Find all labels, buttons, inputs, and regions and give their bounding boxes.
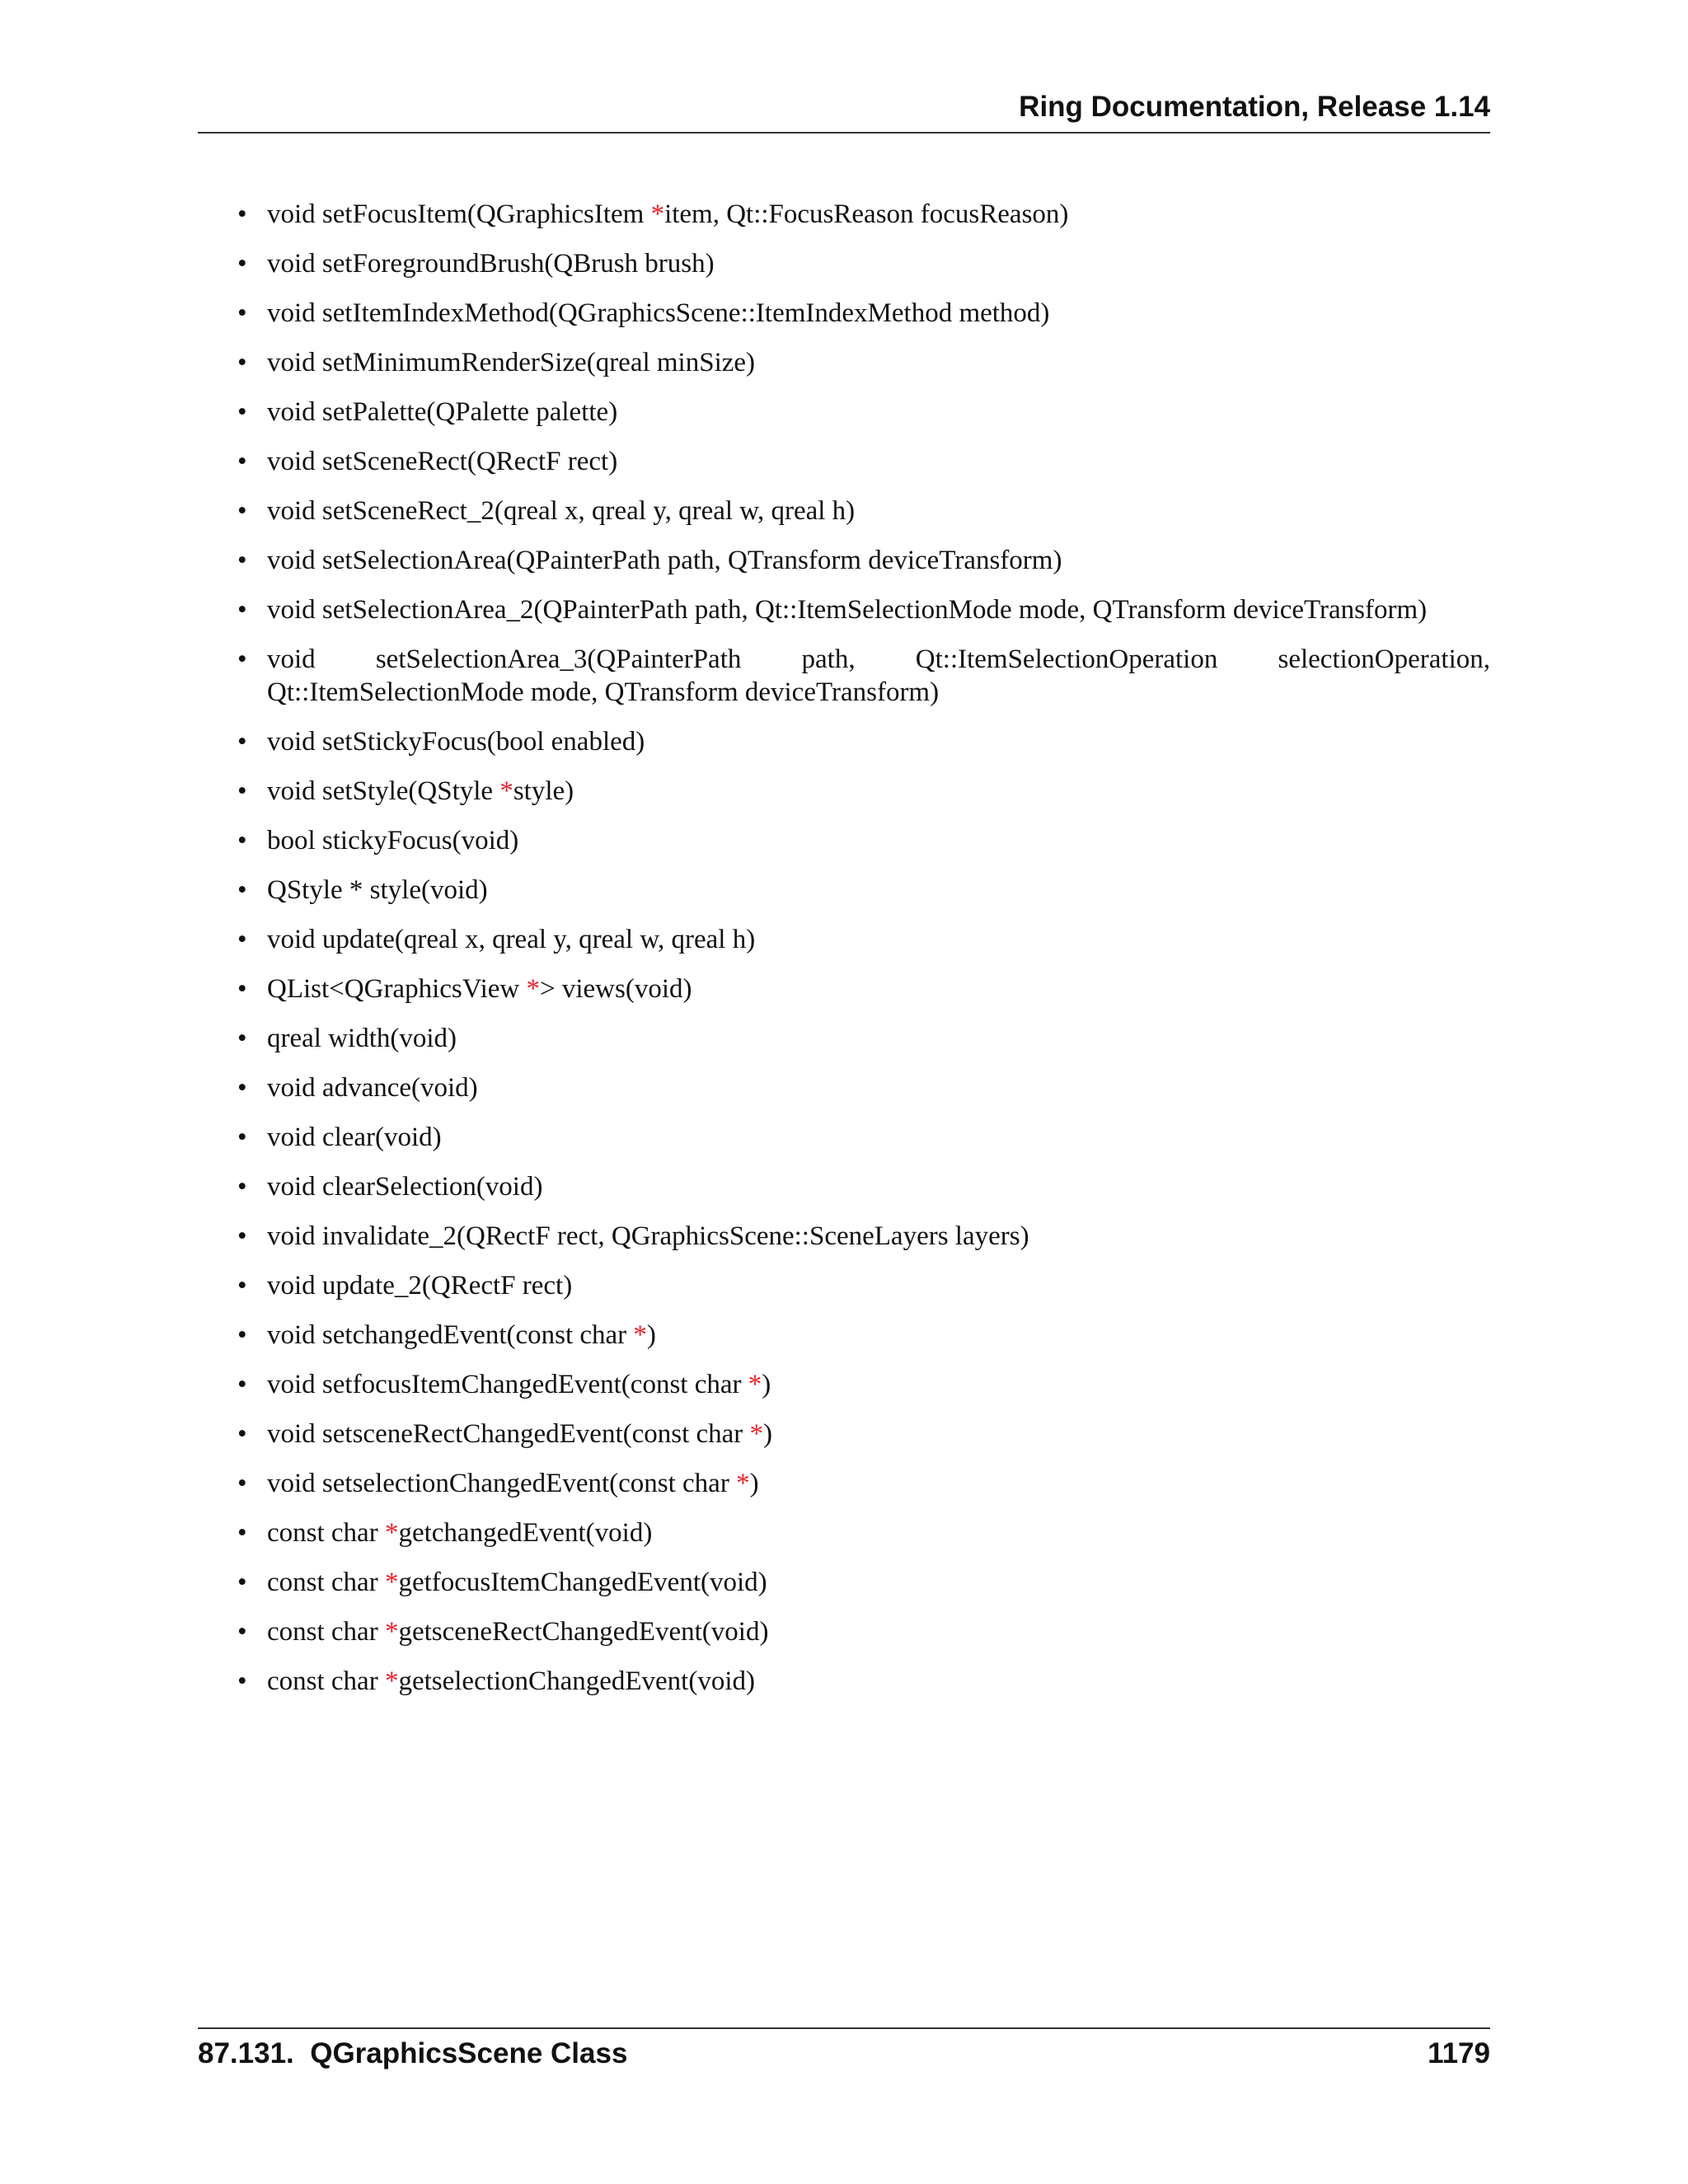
item-text: void setForegroundBrush(QBrush brush)	[267, 249, 715, 279]
pointer-star: *	[384, 1568, 399, 1597]
item-text: getsceneRectChangedEvent(void)	[398, 1617, 769, 1647]
item-text: void advance(void)	[267, 1073, 478, 1103]
list-item	[236, 1220, 1490, 1253]
item-text: void setStickyFocus(bool enabled)	[267, 727, 645, 757]
item-text: void update_2(QRectF rect)	[267, 1271, 573, 1301]
bullet: •	[237, 1172, 247, 1202]
list-item	[236, 1319, 1490, 1352]
bullet: •	[237, 1617, 247, 1647]
bullet: •	[237, 298, 247, 328]
section-title: 87.131. QGraphicsScene Class	[198, 2037, 628, 2069]
item-text: void setSceneRect_2(qreal x, qreal y, qreal w, qreal h)	[267, 496, 856, 526]
item-text: void setsceneRectChangedEvent(const char	[267, 1419, 750, 1449]
list-item	[236, 1418, 1490, 1451]
list-item	[236, 874, 1490, 907]
pointer-star: *	[650, 199, 665, 229]
item-text: void clear(void)	[267, 1122, 442, 1152]
pointer-star: *	[384, 1518, 399, 1548]
pointer-star: *	[748, 1370, 762, 1399]
item-text: void invalidate_2(QRectF rect, QGraphicsScene::SceneLayers layers)	[267, 1221, 1029, 1251]
list-item	[236, 1516, 1490, 1549]
bullet: •	[237, 1568, 247, 1597]
pointer-star: *	[384, 1617, 399, 1647]
item-text: qreal width(void)	[267, 1024, 457, 1053]
list-item	[236, 643, 1490, 709]
bullet: •	[237, 925, 247, 954]
list-item	[236, 1566, 1490, 1599]
pointer-star: *	[499, 776, 513, 806]
page-footer	[198, 2027, 1490, 2069]
item-text: void setStyle(QStyle	[267, 776, 500, 806]
pointer-star: *	[384, 1666, 399, 1696]
list-item	[236, 923, 1490, 956]
list-item	[236, 396, 1490, 429]
bullet: •	[237, 875, 247, 905]
list-item	[236, 1170, 1490, 1203]
item-text: void setSceneRect(QRectF rect)	[267, 447, 618, 476]
list-item	[236, 494, 1490, 527]
bullet: •	[237, 1518, 247, 1548]
item-text: void setSelectionArea_3(QPainterPath path, Qt::ItemSelectionOperation selectionOperation, Qt::ItemSelectionMode mode, QTransform deviceTransform)	[267, 644, 1490, 707]
bullet: •	[237, 1221, 247, 1251]
bullet: •	[237, 447, 247, 476]
pointer-star: *	[526, 974, 540, 1004]
item-text: void setSelectionArea_2(QPainterPath path, Qt::ItemSelectionMode mode, QTransform deviceTransform)	[267, 595, 1428, 625]
document-title: Ring Documentation, Release 1.14	[1019, 91, 1490, 123]
item-text: )	[763, 1419, 773, 1449]
bullet: •	[237, 397, 247, 427]
list-item	[236, 1368, 1490, 1401]
item-text: > views(void)	[539, 974, 692, 1004]
item-text: const char	[267, 1518, 385, 1548]
bullet: •	[237, 199, 247, 229]
item-text: void setSelectionArea(QPainterPath path, QTransform deviceTransform)	[267, 546, 1062, 575]
item-text: style)	[513, 776, 574, 806]
item-text: )	[749, 1469, 759, 1498]
bullet: •	[237, 1073, 247, 1103]
list-item	[236, 972, 1490, 1005]
bullet: •	[237, 1122, 247, 1152]
list-item	[236, 593, 1490, 626]
bullet: •	[237, 1024, 247, 1053]
bullet: •	[237, 1370, 247, 1399]
page-header	[198, 89, 1490, 134]
list-item	[236, 824, 1490, 857]
bullet: •	[237, 595, 247, 625]
item-text: QList<QGraphicsView	[267, 974, 527, 1004]
item-text: getselectionChangedEvent(void)	[398, 1666, 755, 1696]
list-item	[236, 346, 1490, 379]
item-text: const char	[267, 1617, 385, 1647]
list-item	[236, 725, 1490, 758]
list-item	[236, 198, 1490, 231]
list-item	[236, 1121, 1490, 1154]
bullet: •	[237, 546, 247, 575]
list-item	[236, 297, 1490, 330]
item-text: bool stickyFocus(void)	[267, 826, 519, 855]
bullet: •	[237, 974, 247, 1004]
item-text: void setItemIndexMethod(QGraphicsScene::ItemIndexMethod method)	[267, 298, 1050, 328]
bullet: •	[237, 1469, 247, 1498]
item-text: )	[646, 1320, 656, 1350]
item-text: void clearSelection(void)	[267, 1172, 543, 1202]
list-item	[236, 1665, 1490, 1698]
item-text: void update(qreal x, qreal y, qreal w, qreal h)	[267, 925, 756, 954]
item-text: void setPalette(QPalette palette)	[267, 397, 618, 427]
item-text: void setfocusItemChangedEvent(const char	[267, 1370, 748, 1399]
pointer-star: *	[749, 1419, 764, 1449]
item-text: void setchangedEvent(const char	[267, 1320, 634, 1350]
item-text: item, Qt::FocusReason focusReason)	[664, 199, 1069, 229]
item-text: void setMinimumRenderSize(qreal minSize)	[267, 348, 756, 377]
bullet: •	[237, 1271, 247, 1301]
item-text: void setFocusItem(QGraphicsItem	[267, 199, 651, 229]
item-text: const char	[267, 1568, 385, 1597]
list-item	[236, 1071, 1490, 1104]
bullet: •	[237, 496, 247, 526]
list-item	[236, 544, 1490, 577]
list-item	[236, 1269, 1490, 1302]
list-item	[236, 775, 1490, 808]
item-text: getfocusItemChangedEvent(void)	[398, 1568, 767, 1597]
list-item	[236, 445, 1490, 478]
page-content	[236, 198, 1490, 1714]
bullet: •	[237, 1419, 247, 1449]
list-item	[236, 1615, 1490, 1648]
bullet: •	[237, 1666, 247, 1696]
bullet: •	[237, 249, 247, 279]
page-number: 1179	[1428, 2037, 1490, 2069]
item-text: const char	[267, 1666, 385, 1696]
pointer-star: *	[633, 1320, 647, 1350]
item-text: )	[762, 1370, 771, 1399]
bullet: •	[237, 1320, 247, 1350]
bullet: •	[237, 348, 247, 377]
bullet: •	[237, 644, 247, 674]
item-text: void setselectionChangedEvent(const char	[267, 1469, 737, 1498]
list-item	[236, 247, 1490, 280]
bullet: •	[237, 776, 247, 806]
item-text: getchangedEvent(void)	[398, 1518, 653, 1548]
item-text: QStyle * style(void)	[267, 875, 488, 905]
list-item	[236, 1022, 1490, 1055]
bullet: •	[237, 826, 247, 855]
bullet: •	[237, 727, 247, 757]
pointer-star: *	[736, 1469, 750, 1498]
method-list	[236, 198, 1490, 1698]
list-item	[236, 1467, 1490, 1500]
